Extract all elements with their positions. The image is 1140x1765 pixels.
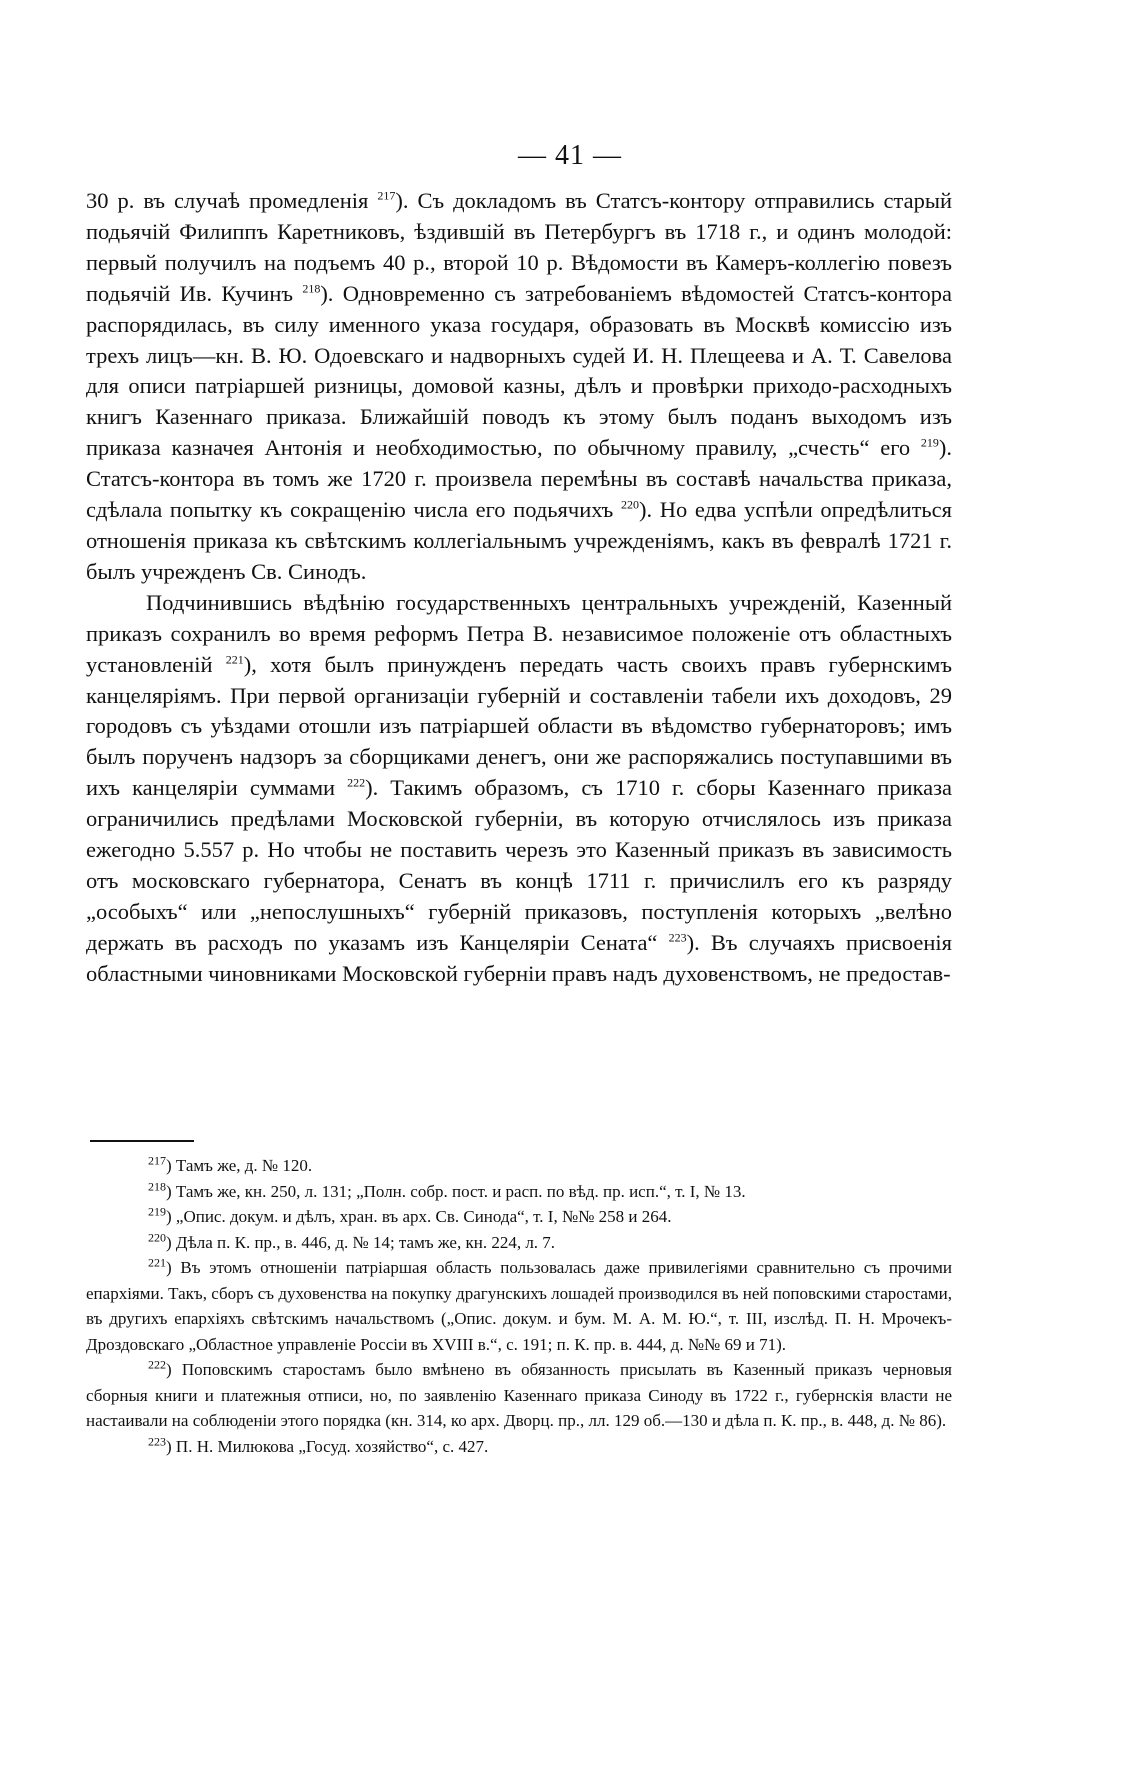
footnote — [86, 1153, 952, 1179]
footnote-text: ) „Опис. докум. и дѣлъ, хран. въ арх. Св. Синода“, т. I, №№ 258 и 264. — [166, 1207, 672, 1226]
footnote-text: ) Дѣла п. К. пр., в. 446, д. № 14; тамъ же, кн. 224, л. 7. — [166, 1232, 556, 1252]
footnote-number: 218 — [148, 1178, 166, 1193]
footnote-text: ) Въ этомъ отношеніи патріаршая область пользовалась даже привилегіями сравнительно съ прочими епархіями. Такъ, сборъ съ духовенства на покупку драгунскихъ лошадей производился въ ней поповскими старостами, въ другихъ епархіяхъ свѣтскимъ начальствомъ („Опис. докум. и бум. М. А. М. Ю.“, т. III, изслѣд. П. Н. Мрочекъ-Дроздовскаго „Областное управленіе Россіи въ XVIII в.“, с. 191; п. К. пр. в. 444, д. №№ 69 и 71). — [86, 1258, 952, 1354]
text-run: ). Но едва успѣли опредѣлиться отношенія приказа къ свѣтскимъ коллегіальнымъ учрежденіямъ, какъ въ февралѣ 1721 г. былъ учрежденъ Св. Синодъ. — [86, 497, 952, 584]
footnote-number: 217 — [148, 1153, 166, 1168]
text-run: Подчинившись вѣдѣнію государственныхъ центральныхъ учрежденій, Казенный приказъ сохранилъ во время реформъ Петра В. независимое положеніе отъ областныхъ установленій — [86, 589, 952, 677]
text-run: ). Одновременно съ затребованіемъ вѣдомостей Статсъ-контора распорядилась, въ силу именного указа государя, образовать въ Москвѣ комиссію изъ трехъ лицъ—кн. В. Ю. Одоевскаго и надворныхъ судей И. Н. Плещеева и А. Т. Савелова для описи патріаршей ризницы, домовой казны, дѣлъ и провѣрки приходо-расходныхъ книгъ Казеннаго приказа. Ближайшій поводъ къ этому былъ поданъ выходомъ изъ приказа казначея Антонія и необходимостью, по обычному правилу, „счесть“ его — [86, 280, 953, 461]
footnote-number: 220 — [148, 1229, 166, 1244]
footnote — [86, 1434, 952, 1460]
text-run: ). Статсъ-контора въ томъ же 1720 г. произвела перемѣны въ составѣ начальства приказа, сдѣлала попытку къ сокращенію числа его подьячихъ — [86, 435, 952, 523]
footnote-number: 223 — [148, 1433, 166, 1448]
footnote-ref: 217 — [377, 188, 396, 203]
paragraph — [86, 588, 952, 990]
footnote-number: 222 — [148, 1357, 166, 1372]
text-run: 30 р. въ случаѣ промедленія — [86, 188, 378, 213]
footnote-text: ) Тамъ же, кн. 250, л. 131; „Полн. собр. пост. и расп. по вѣд. пр. исп.“, т. I, № 13. — [166, 1181, 746, 1201]
main-text — [86, 186, 952, 990]
footnote-number: 219 — [148, 1204, 166, 1219]
footnote-number: 221 — [148, 1255, 166, 1270]
paragraph — [86, 186, 952, 588]
text-run: ). Съ докладомъ въ Статсъ-контору отправились старый подьячій Филиппъ Каретниковъ, ѣздившій въ Петербургъ въ 1718 г., и одинъ молодой: первый получилъ на подъемъ 40 р., второй 10 р. Вѣдомости въ Камеръ-коллегію повезъ подьячій Ив. Кучинъ — [86, 188, 952, 306]
footnote — [86, 1357, 952, 1434]
footnote-separator — [90, 1140, 194, 1142]
footnote — [86, 1204, 952, 1230]
page-number: — 41 — — [518, 140, 622, 171]
footnote-ref: 222 — [347, 775, 366, 790]
footnote — [86, 1230, 952, 1256]
footnote-text: ) Тамъ же, д. № 120. — [166, 1156, 313, 1175]
footnote — [86, 1179, 952, 1205]
footnote-ref: 218 — [302, 281, 321, 296]
footnotes — [86, 1153, 952, 1459]
text-run: ). Такимъ образомъ, съ 1710 г. сборы Казеннаго приказа ограничились предѣлами Московской губерніи, въ которую отчислялось изъ приказа ежегодно 5.557 р. Но чтобы не поставить черезъ это Казенный приказъ въ зависимость отъ московскаго губернатора, Сенатъ въ концѣ 1711 г. причислилъ его къ разряду „особыхъ“ или „непослушныхъ“ губерній приказовъ, поступленія которыхъ „велѣно держать въ расходъ по указамъ изъ Канцеляріи Сената“ — [86, 775, 952, 955]
footnote-ref: 221 — [225, 652, 244, 667]
footnote-ref: 220 — [620, 497, 639, 512]
footnote-text: ) Поповскимъ старостамъ было вмѣнено въ обязанность присылать въ Казенный приказъ черновыя сборныя книги и платежныя отписи, но, по заявленію Казеннаго приказа Синоду въ 1722 г., губернскія власти не настаивали на соблюденіи этого порядка (кн. 314, ко арх. Дворц. пр., лл. 129 об.—130 и дѣла п. К. пр., в. 448, д. № 86). — [86, 1360, 952, 1430]
footnote-ref: 223 — [668, 930, 687, 945]
text-run: ). Въ случаяхъ присвоенія областными чиновниками Московской губерніи правъ надъ духовенствомъ, не предостав- — [86, 929, 952, 986]
footnote — [86, 1255, 952, 1357]
footnote-text: ) П. Н. Милюкова „Госуд. хозяйство“, с. 427. — [166, 1436, 489, 1456]
footnote-ref: 219 — [920, 435, 939, 450]
text-run: ), хотя былъ принужденъ передать часть своихъ правъ губернскимъ канцеляріямъ. При первой организаціи губерній и составленіи табели ихъ доходовъ, 29 городовъ съ уѣздами отошли изъ патріаршей области въ вѣдомство губернаторовъ; имъ былъ порученъ надзоръ за сборщиками денегъ, они же распоряжались поступавшими въ ихъ канцеляріи суммами — [86, 651, 952, 801]
